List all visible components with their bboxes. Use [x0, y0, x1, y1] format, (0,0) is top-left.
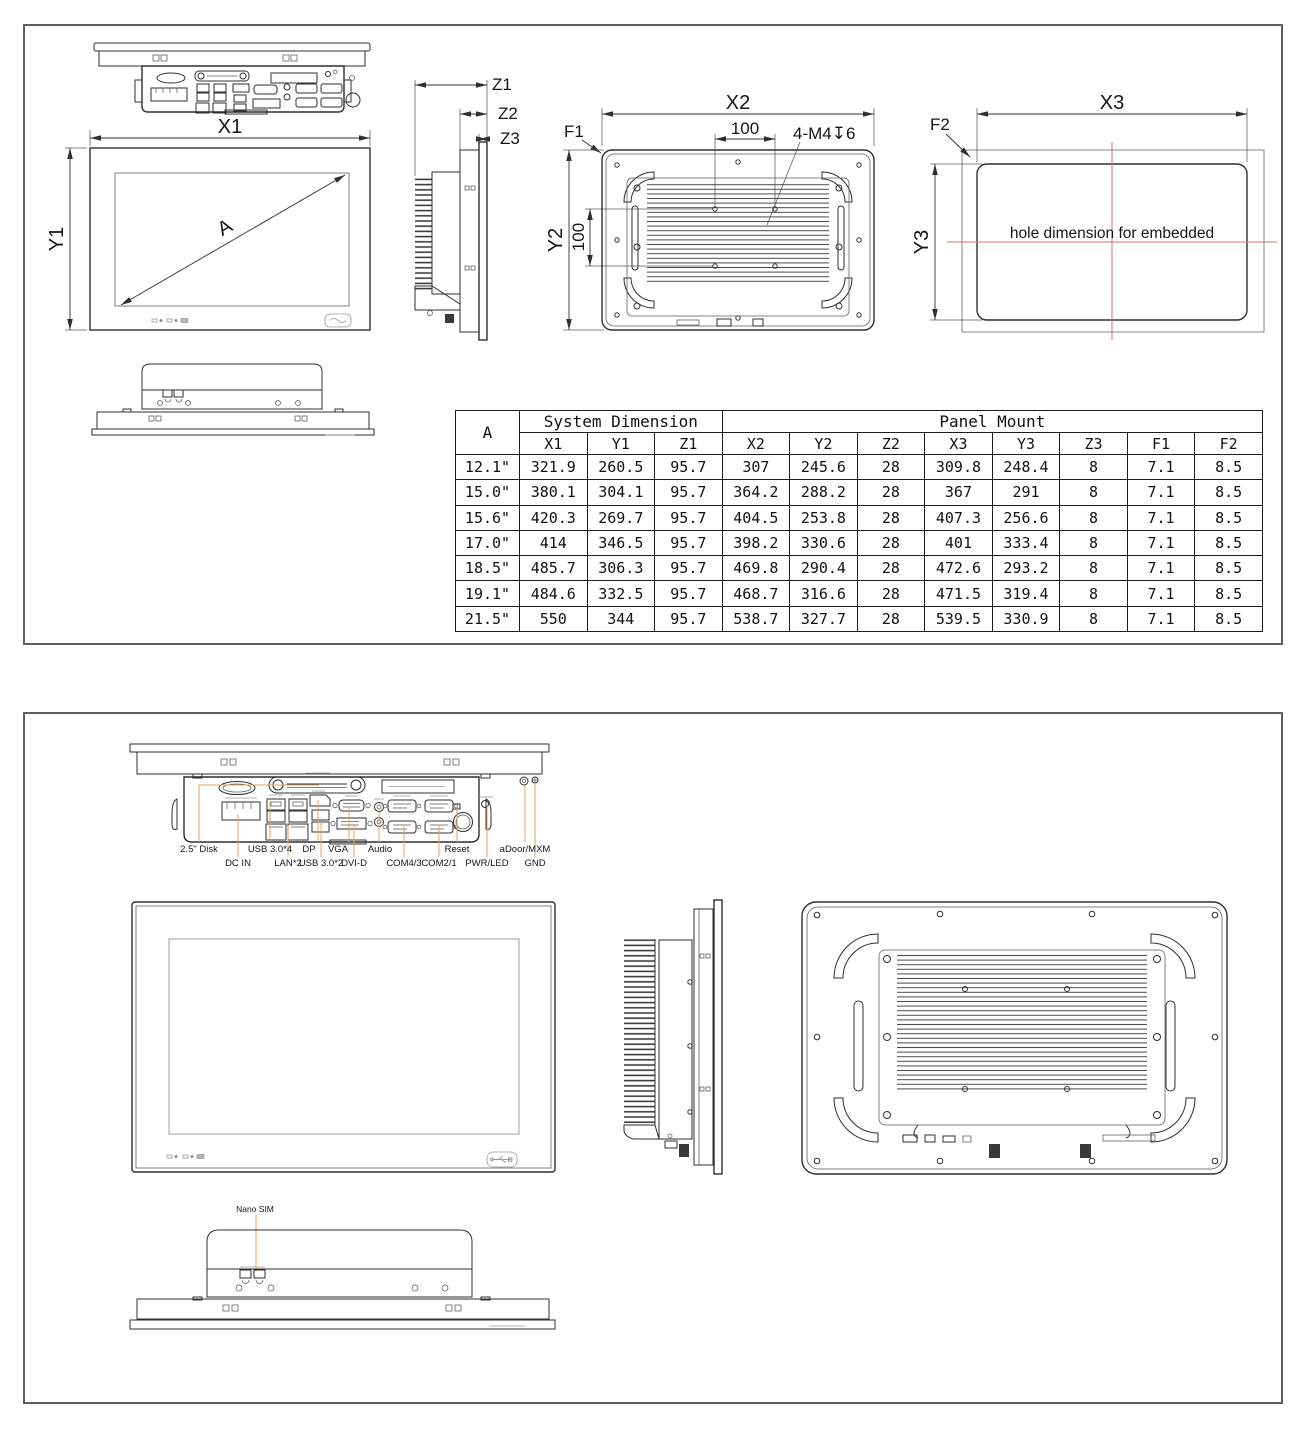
led-indicator — [167, 1155, 172, 1158]
table-cell: 319.4 — [992, 581, 1060, 606]
led-indicator — [160, 319, 163, 322]
table-cell: 95.7 — [655, 581, 723, 606]
led-indicator — [175, 319, 178, 322]
table-cell: 321.9 — [520, 455, 588, 480]
heatsink-fins — [897, 954, 1147, 1092]
adoor-sensor — [520, 777, 528, 785]
led-indicator — [181, 319, 188, 323]
usb-logo — [487, 1152, 517, 1167]
table-cell: 7.1 — [1127, 556, 1195, 581]
table-subheader: Y1 — [587, 433, 655, 455]
table-cell: 8 — [1060, 581, 1128, 606]
table-cell: 7.1 — [1127, 505, 1195, 530]
drawing-sheet-io — [23, 712, 1283, 1404]
table-cell: 420.3 — [520, 505, 588, 530]
port-label-lan: LAN*2 — [274, 858, 302, 869]
table-subheader: Z2 — [857, 433, 925, 455]
table-subheader: X1 — [520, 433, 588, 455]
dimension-table — [455, 410, 1263, 632]
diagonal-label: A — [213, 214, 237, 241]
table-cell: 8 — [1060, 530, 1128, 555]
table-row — [456, 480, 1263, 505]
y1-dimension — [46, 148, 87, 330]
table-cell: 95.7 — [655, 606, 723, 631]
table-cell: 330.6 — [790, 530, 858, 555]
table-cell: 291 — [992, 480, 1060, 505]
table-row — [456, 530, 1263, 555]
table-cell: 484.6 — [520, 581, 588, 606]
corner-bracket — [834, 1098, 878, 1142]
table-cell: 304.1 — [587, 480, 655, 505]
led-indicator — [175, 1155, 178, 1158]
table-cell: 8.5 — [1195, 530, 1263, 555]
y1-label: Y1 — [46, 226, 68, 252]
vesa-v-label: 100 — [569, 222, 588, 252]
table-cell: 95.7 — [655, 556, 723, 581]
brand-logo — [325, 314, 351, 327]
table-cell: 28 — [857, 455, 925, 480]
x2-label: X2 — [725, 92, 751, 114]
led-indicator — [152, 319, 157, 322]
table-cell: 472.6 — [925, 556, 993, 581]
table-cell: 95.7 — [655, 505, 723, 530]
table-cell: 469.8 — [722, 556, 790, 581]
table-subheader: F1 — [1127, 433, 1195, 455]
bottom-view — [92, 364, 374, 435]
table-cell: 28 — [857, 505, 925, 530]
table-cell: 309.8 — [925, 455, 993, 480]
antenna-knob — [989, 1144, 1000, 1158]
table-cell: 414 — [520, 530, 588, 555]
com-port — [388, 800, 416, 812]
table-cell: 7.1 — [1127, 606, 1195, 631]
table-cell: 316.6 — [790, 581, 858, 606]
table-cell: 21.5" — [456, 606, 520, 631]
table-cell: 15.6" — [456, 505, 520, 530]
table-cell: 290.4 — [790, 556, 858, 581]
thread-callout: 4-M4↧6 — [793, 124, 856, 143]
table-corner-label: A — [456, 411, 520, 455]
table-cell: 380.1 — [520, 480, 588, 505]
table-cell: 269.7 — [587, 505, 655, 530]
table-cell: 485.7 — [520, 556, 588, 581]
vesa-h-label: 100 — [730, 119, 760, 138]
table-cell: 407.3 — [925, 505, 993, 530]
table-cell: 8.5 — [1195, 455, 1263, 480]
table-subheader: F2 — [1195, 433, 1263, 455]
y3-label: Y3 — [911, 229, 933, 255]
table-cell: 17.0" — [456, 530, 520, 555]
table-cell: 346.5 — [587, 530, 655, 555]
corner-bracket — [1151, 1098, 1195, 1142]
table-cell: 18.5" — [456, 556, 520, 581]
table-cell: 19.1" — [456, 581, 520, 606]
corner-bracket — [834, 934, 878, 978]
table-subheader: Y2 — [790, 433, 858, 455]
table-row — [456, 556, 1263, 581]
table-cell: 248.4 — [992, 455, 1060, 480]
port-label-adoor: aDoor/MXM — [499, 844, 551, 855]
port-label-gnd: GND — [524, 858, 546, 869]
io-top-view — [130, 744, 550, 869]
table-cell: 332.5 — [587, 581, 655, 606]
table-cell: 333.4 — [992, 530, 1060, 555]
front-view — [90, 148, 370, 330]
table-cell: 8 — [1060, 455, 1128, 480]
led-indicator — [183, 1155, 188, 1158]
heatsink-fins — [624, 939, 655, 1125]
led-indicator — [167, 319, 172, 322]
table-cell: 8 — [1060, 556, 1128, 581]
side-view — [415, 75, 520, 340]
table-cell: 28 — [857, 606, 925, 631]
port-label-usb2: USB 3.0*2 — [298, 858, 344, 869]
port-label-dp: DP — [302, 844, 316, 855]
top-view — [94, 43, 370, 114]
led-indicator — [191, 1155, 194, 1158]
table-cell: 28 — [857, 530, 925, 555]
table-group-panel-mount: Panel Mount — [722, 411, 1262, 433]
table-cell: 7.1 — [1127, 455, 1195, 480]
table-cell: 8.5 — [1195, 606, 1263, 631]
table-cell: 364.2 — [722, 480, 790, 505]
table-cell: 260.5 — [587, 455, 655, 480]
table-cell: 538.7 — [722, 606, 790, 631]
side-view-large — [624, 900, 722, 1174]
table-cell: 8 — [1060, 480, 1128, 505]
table-cell: 7.1 — [1127, 480, 1195, 505]
sim-slot — [254, 1270, 265, 1278]
table-cell: 8.5 — [1195, 480, 1263, 505]
table-cell: 8 — [1060, 606, 1128, 631]
table-cell: 28 — [857, 556, 925, 581]
com-port — [425, 800, 453, 812]
table-row — [456, 581, 1263, 606]
com-port — [388, 821, 416, 833]
table-cell: 367 — [925, 480, 993, 505]
table-cell: 293.2 — [992, 556, 1060, 581]
table-cell: 306.3 — [587, 556, 655, 581]
table-cell: 7.1 — [1127, 530, 1195, 555]
table-cell: 330.9 — [992, 606, 1060, 631]
antenna-knob — [445, 314, 454, 323]
table-cell: 245.6 — [790, 455, 858, 480]
port-label-audio: Audio — [367, 844, 393, 855]
table-cell: 253.8 — [790, 505, 858, 530]
antenna-knob — [679, 1144, 689, 1157]
table-row — [456, 606, 1263, 631]
port-label-pwrled: PWR/LED — [465, 858, 509, 869]
table-cell: 8.5 — [1195, 556, 1263, 581]
heatsink-fins — [415, 176, 432, 290]
table-cell: 256.6 — [992, 505, 1060, 530]
x1-dimension — [90, 116, 370, 146]
table-row — [456, 455, 1263, 480]
table-cell: 95.7 — [655, 480, 723, 505]
table-cell: 404.5 — [722, 505, 790, 530]
table-cell: 468.7 — [722, 581, 790, 606]
table-body — [456, 455, 1263, 632]
audio-jack — [375, 803, 384, 812]
table-cell: 8 — [1060, 505, 1128, 530]
lan-port — [266, 824, 286, 840]
table-cell: 539.5 — [925, 606, 993, 631]
table-cell: 344 — [587, 606, 655, 631]
led-indicator — [197, 1155, 204, 1159]
display-area — [169, 939, 519, 1134]
table-cell: 8.5 — [1195, 581, 1263, 606]
table-subheader: X3 — [925, 433, 993, 455]
table-row — [456, 505, 1263, 530]
dvi-port — [337, 818, 366, 829]
table-cell: 8.5 — [1195, 505, 1263, 530]
z2-label: Z2 — [498, 104, 518, 123]
x1-label: X1 — [217, 116, 243, 138]
table-subheader: Y3 — [992, 433, 1060, 455]
table-cell: 28 — [857, 480, 925, 505]
port-label-usb4: USB 3.0*4 — [247, 844, 293, 855]
antenna-knob — [1080, 1144, 1091, 1158]
table-cell: 471.5 — [925, 581, 993, 606]
table-cell: 12.1" — [456, 455, 520, 480]
table-cell: 307 — [722, 455, 790, 480]
sim-slot — [240, 1270, 251, 1278]
table-cell: 327.7 — [790, 606, 858, 631]
dc-terminal-block — [222, 802, 260, 820]
f1-label: F1 — [564, 122, 584, 141]
bottom-view-large — [130, 1204, 555, 1329]
port-label-com21: COM2/1 — [421, 858, 457, 869]
table-cell: 288.2 — [790, 480, 858, 505]
table-subheader: Z3 — [1060, 433, 1128, 455]
drawing-sheet-dimensions — [23, 24, 1283, 645]
port-label-dvi: DVI-D — [341, 858, 367, 869]
table-cell: 401 — [925, 530, 993, 555]
z3-label: Z3 — [500, 129, 520, 148]
heatsink-fins — [647, 182, 829, 282]
rear-view-large — [802, 902, 1227, 1174]
engineering-drawing-bottom — [25, 714, 1281, 1402]
port-label-com43: COM4/3 — [386, 858, 422, 869]
nano-sim-label: Nano SIM — [236, 1204, 274, 1214]
hole-dimension-view — [911, 92, 1277, 340]
dp-port — [310, 795, 330, 806]
port-label-reset: Reset — [444, 844, 470, 855]
port-label-dcin: DC IN — [225, 858, 251, 869]
table-cell: 15.0" — [456, 480, 520, 505]
z1-label: Z1 — [492, 75, 512, 94]
table-cell: 550 — [520, 606, 588, 631]
table-cell: 95.7 — [655, 530, 723, 555]
table-cell: 7.1 — [1127, 581, 1195, 606]
port-label-disk: 2.5" Disk — [180, 844, 218, 855]
table-cell: 28 — [857, 581, 925, 606]
port-label-vga: VGA — [327, 844, 349, 855]
rear-view — [545, 92, 874, 330]
vga-port — [339, 800, 364, 811]
table-subheader: Z1 — [655, 433, 723, 455]
front-view-large — [132, 902, 555, 1172]
table-group-system-dimension: System Dimension — [520, 411, 723, 433]
table-cell: 95.7 — [655, 455, 723, 480]
lan-port — [288, 824, 308, 840]
table-cell: 398.2 — [722, 530, 790, 555]
hole-note: hole dimension for embedded — [1009, 225, 1215, 242]
y2-label: Y2 — [545, 227, 567, 253]
x3-label: X3 — [1099, 92, 1125, 114]
f2-label: F2 — [930, 115, 950, 134]
io-port-labels — [180, 844, 550, 869]
table-subheader: X2 — [722, 433, 790, 455]
